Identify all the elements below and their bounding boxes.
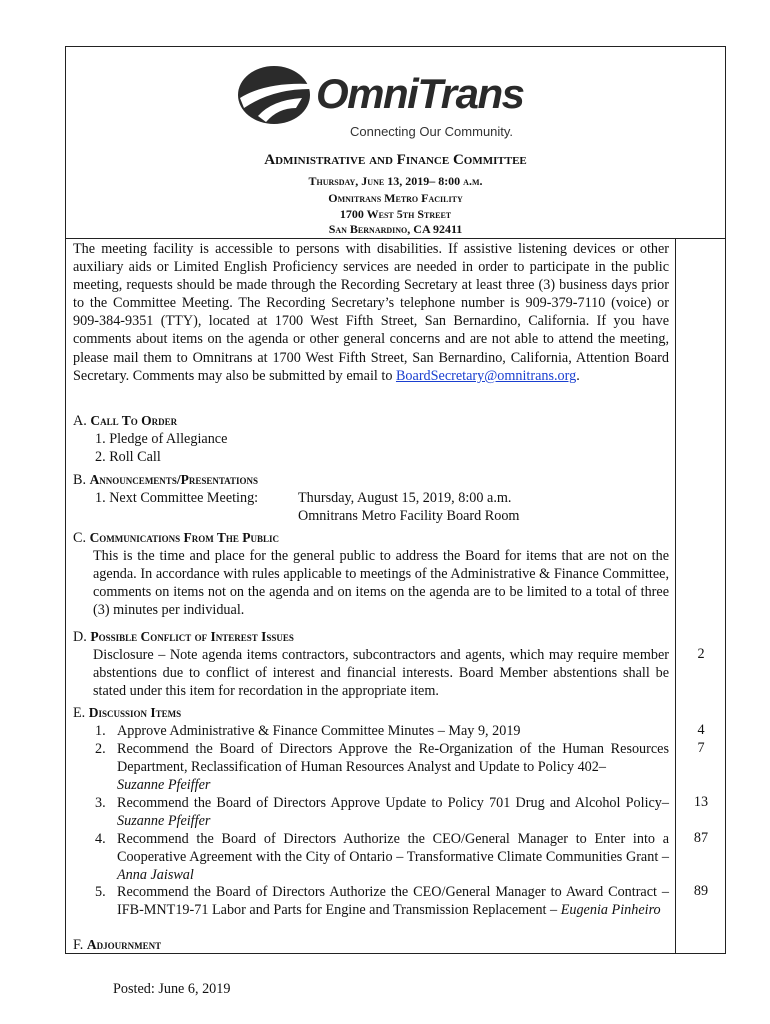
accessibility-notice — [73, 240, 669, 385]
section-letter: F. — [73, 937, 84, 953]
item-text: Recommend the Board of Directors Approve Update to Policy 701 Drug and Alcohol Policy– — [117, 795, 669, 811]
list-item: 2. Roll Call — [95, 449, 161, 465]
section-title: Communications From The Public — [89, 530, 280, 545]
next-meeting-label: 1. Next Committee Meeting: — [95, 490, 259, 506]
presenter-name: Eugenia Pinheiro — [560, 902, 661, 918]
section-b-heading — [73, 471, 258, 489]
discussion-item-text — [117, 830, 669, 884]
section-f-heading — [73, 936, 161, 954]
logo-tagline: Connecting Our Community. — [350, 124, 514, 139]
public-comments-text: This is the time and place for the general public to address the Board for items that are not on the agenda. In accordance with rules applicable to meetings of the Administrative & Finance Committee, comments on items not on the agenda and on items on the agenda are to be limited to a total of three (3) minutes per individual. — [93, 548, 669, 618]
section-title: Call To Order — [90, 413, 178, 428]
page-number: 13 — [693, 794, 709, 810]
section-a-heading — [73, 412, 177, 430]
page-number: 2 — [697, 646, 705, 662]
discussion-item-text — [117, 794, 669, 830]
logo-mark-icon — [236, 64, 312, 126]
meeting-date: Thursday, June 13, 2019– 8:00 a.m. — [308, 174, 483, 188]
omnitrans-logo — [236, 60, 556, 145]
section-title: Possible Conflict of Interest Issues — [90, 629, 294, 644]
meeting-city: San Bernardino, CA 92411 — [328, 222, 463, 236]
section-d-heading — [73, 628, 294, 646]
logo-wordmark: OmniTrans — [316, 70, 524, 117]
item-text: Recommend the Board of Directors Authorize the CEO/General Manager to Award Contract – IFB-MNT19-71 Labor and Parts for Engine and Transmission Replacement – — [117, 884, 669, 918]
header-divider — [65, 238, 726, 239]
meeting-facility: Omnitrans Metro Facility — [328, 191, 463, 205]
page-number: 4 — [697, 722, 705, 738]
posted-date: Posted: June 6, 2019 — [113, 981, 231, 997]
discussion-item-number: 1. — [95, 723, 106, 739]
section-e-heading — [73, 704, 181, 722]
section-letter: B. — [73, 472, 87, 488]
section-letter: E. — [73, 705, 86, 721]
next-meeting-place: Omnitrans Metro Facility Board Room — [298, 508, 520, 524]
section-letter: A. — [73, 413, 87, 429]
presenter-name: Suzanne Pfeiffer — [117, 777, 211, 793]
section-title: Discussion Items — [88, 705, 182, 720]
section-letter: D. — [73, 629, 87, 645]
section-title: Announcements/Presentations — [89, 472, 259, 487]
board-secretary-email-link[interactable]: BoardSecretary@omnitrans.org — [395, 367, 577, 384]
page-number: 7 — [697, 740, 705, 756]
presenter-name: Suzanne Pfeiffer — [117, 813, 211, 829]
meeting-street: 1700 West 5th Street — [339, 207, 452, 221]
discussion-item-text — [117, 883, 669, 919]
committee-title: Administrative and Finance Committee — [264, 152, 527, 168]
discussion-item-number: 5. — [95, 884, 106, 900]
item-text: Recommend the Board of Directors Approve the Re-Organization of the Human Resources Department, Reclassification of Human Resources Analyst and Update to Policy 402– — [117, 741, 669, 775]
discussion-item-number: 2. — [95, 741, 106, 757]
section-letter: C. — [73, 530, 87, 546]
next-meeting-date: Thursday, August 15, 2019, 8:00 a.m. — [298, 490, 512, 506]
page-number: 87 — [693, 830, 709, 846]
section-c-heading — [73, 529, 279, 547]
discussion-item-text — [117, 740, 669, 794]
discussion-item-text: Approve Administrative & Finance Committee Minutes – May 9, 2019 — [117, 723, 521, 739]
section-title: Adjournment — [86, 937, 162, 952]
presenter-name: Anna Jaiswal — [117, 867, 194, 883]
list-item: 1. Pledge of Allegiance — [95, 431, 228, 447]
page-number: 89 — [693, 883, 709, 899]
conflict-disclosure-text: Disclosure – Note agenda items contractors, subcontractors and agents, which may require member abstentions due to conflict of interest and financial interests. Board Member abstentions shall be stated under this item for recordation in the appropriate item. — [93, 647, 669, 699]
notice-end: . — [576, 367, 580, 384]
discussion-item-number: 3. — [95, 795, 106, 811]
notice-text: The meeting facility is accessible to persons with disabilities. If assistive listening devices or other auxiliary aids or Limited English Proficiency services are needed in order to participate in the public meeting, requests should be made through the Recording Secretary at least three (3) business days prior to the Committee Meeting. The Recording Secretary’s telephone number is 909-379-7110 (voice) or 909-384-9351 (TTY), located at 1700 West Fifth Street, San Bernardino, California. If you have comments about items on the agenda or other general concerns and are not able to attend the meeting, please mail them to Omnitrans at 1700 West Fifth Street, San Bernardino, California, Attention Board Secretary. Comments may also be submitted by email to — [73, 241, 669, 384]
item-text: Recommend the Board of Directors Authorize the CEO/General Manager to Enter into a Cooperative Agreement with the City of Ontario – Transformative Climate Communities Grant – — [117, 831, 669, 865]
discussion-item-number: 4. — [95, 831, 106, 847]
